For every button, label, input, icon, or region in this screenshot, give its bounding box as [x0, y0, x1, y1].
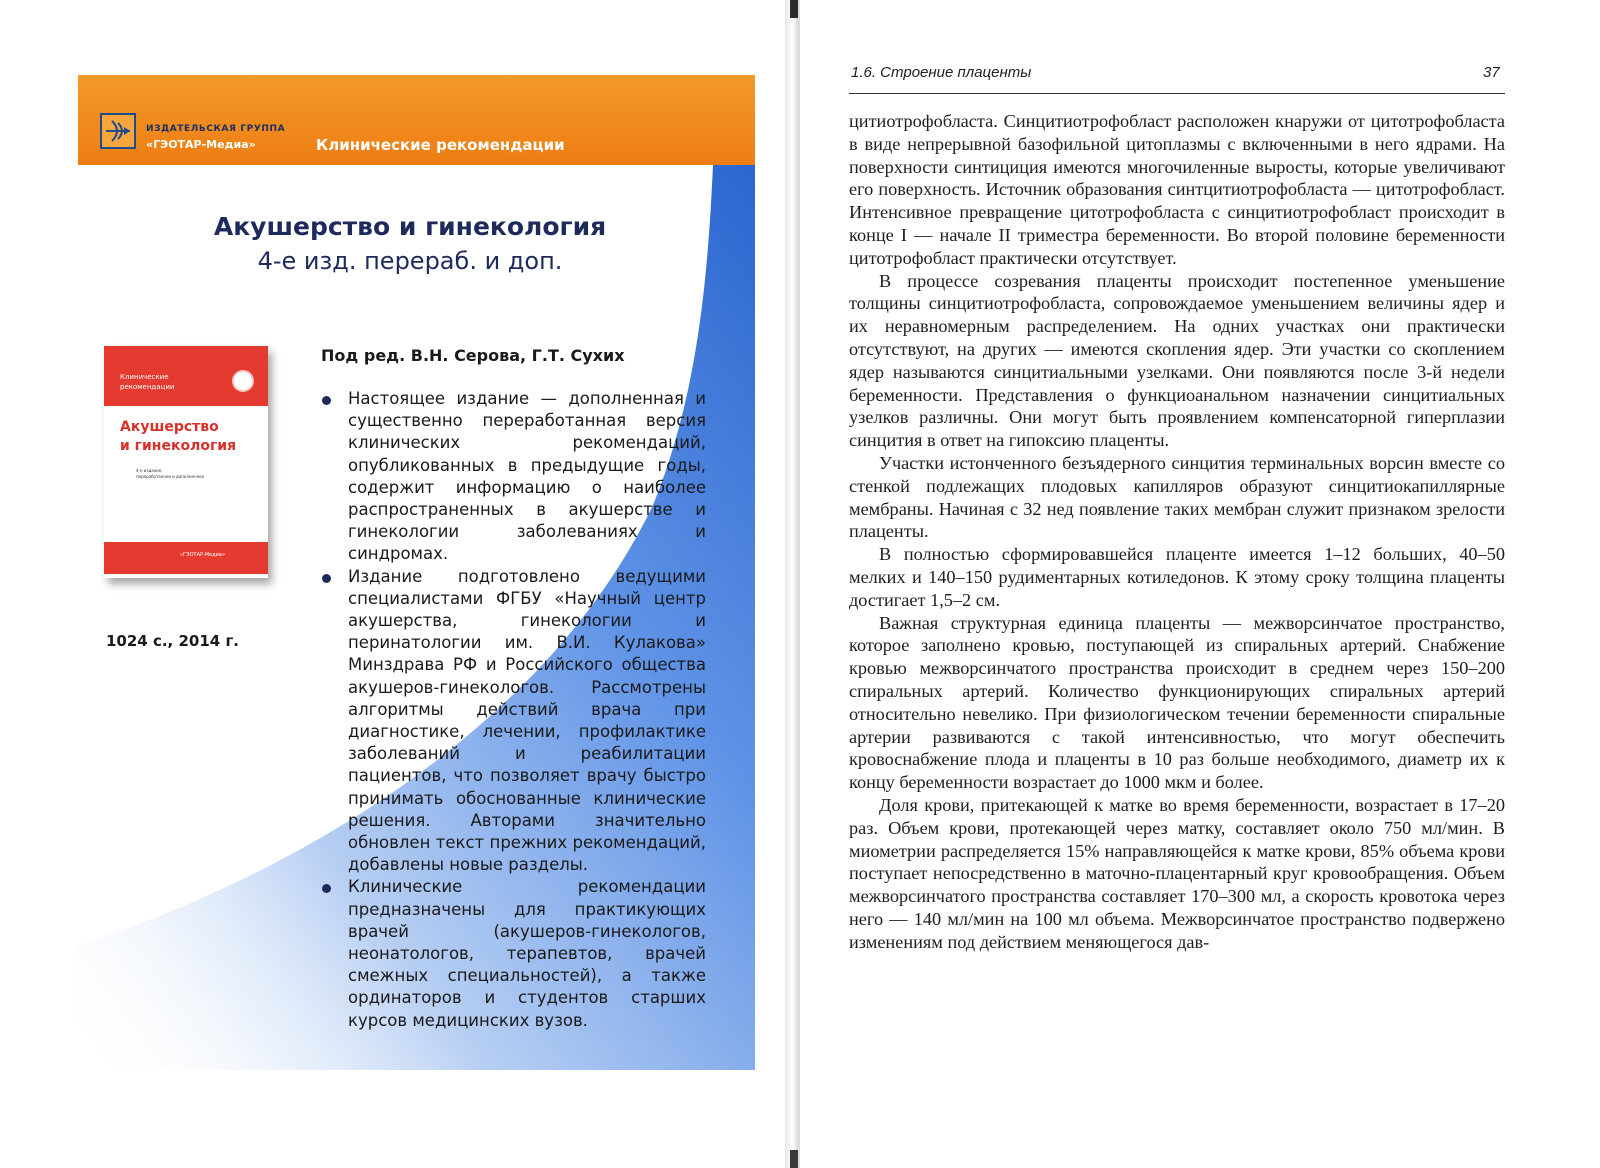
- paragraph: Участки истонченного безъядерного синцития терминальных ворсин вместе со стенкой подлежащих плодовых капилляров образуют синцитиокапиллярные мембраны. Начиная с 32 нед появление таких мембран служит признаком зрелости плаценты.: [849, 452, 1505, 542]
- gutter-edge-bottom: [790, 1150, 798, 1168]
- cover-series-line1: Клинические: [120, 373, 169, 381]
- bullet-icon: [322, 574, 331, 583]
- publisher-group-label: ИЗДАТЕЛЬСКАЯ ГРУППА: [146, 124, 286, 134]
- description-list: [316, 388, 706, 1032]
- list-item: [316, 876, 706, 1031]
- publisher-logo-icon: [100, 113, 136, 149]
- cover-title: [120, 418, 236, 456]
- cover-series: [120, 372, 174, 392]
- cover-subtitle-line2: переработанное и дополненное: [136, 474, 205, 479]
- cover-bottom-band: [104, 542, 268, 574]
- bullet-icon: [322, 396, 331, 405]
- editors-line: Под ред. В.Н. Серова, Г.Т. Сухих: [321, 346, 625, 365]
- cover-badge-icon: [232, 370, 254, 392]
- bullet-text: Издание подготовлено ведущими специалистами ФГБУ «Научный центр акушерства, гинекологии и перинатологии им. В.И. Кулакова» Минздрава РФ и Российского общества акушеров-гинекологов. Рассмотрены алгоритмы действий врача при диагностике, лечении, профилактике заболеваний и реабилитации пациентов, что позволяет врачу быстро принимать обоснованные клинические решения. Авторами значительно обновлен текст прежних рекомендаций, добавлены новые разделы.: [348, 566, 706, 875]
- cover-publisher: «ГЭОТАР-Медиа»: [180, 552, 226, 558]
- paragraph: В процессе созревания плаценты происходит постепенное уменьшение толщины синцитиотрофобласта, сопровождаемое уменьшением величины ядер и их неравномерным распределением. На одних участках они практически отсутствуют, на других — имеются скопления ядер. Эти участки со скоплением ядер называются синцитиальными узелками. Они появляются после 3-й недели беременности. Представления о функциоанальном назначении синцитиальных узелков различны. Они могут быть проявлением компенсаторной гиперплазии синцития в ответ на гипоксию плаценты.: [849, 270, 1505, 451]
- series-title: Клинические рекомендации: [316, 136, 565, 154]
- bullet-icon: [322, 884, 331, 893]
- book-cover-image: [104, 346, 268, 578]
- body-text: [849, 110, 1505, 953]
- cover-subtitle-line1: 4-е издание,: [136, 468, 163, 473]
- cover-series-line2: рекомендации: [120, 383, 175, 391]
- paragraph: цитиотрофобласта. Синцитиотрофобласт расположен кнаружи от цитотрофобласта в виде непрерывной базофильной цитоплазмы с включенными в него ядрами. На поверхности синтициция имеются многочиленные выросты, которые увеличивают его поверхность. Источник образования синтцитиотрофобласта — цитотрофобласт. Интенсивное превращение цитотрофобласта с синцитиотрофобласт происходит в конце I — начале II триместра беременности. Во второй половине беременности цитотрофобласт практически отсутствует.: [849, 111, 1505, 268]
- pages-year: 1024 с., 2014 г.: [106, 632, 239, 650]
- cover-title-line2: и гинекология: [120, 438, 237, 454]
- paragraph: Важная структурная единица плаценты — межворсинчатое пространство, которое заполнено кровью, поступающей из спиральных артерий. Снабжение кровью межворсинчатого пространства происходит в среднем через 150–200 спиральных артерий. Количество функционирующих спиральных артерий относительно невелико. При физиологическом течении беременности спиральные артерии развиваются с такой интенсивностью, что могут обеспечить кровоснабжение плода и плаценты в 10 раз больше необходимого, диаметр их к концу беременности возрастает до 1000 мкм и более.: [849, 612, 1505, 793]
- bullet-text: Клинические рекомендации предназначены для практикующих врачей (акушеров-гинекологов, неонатологов, терапевтов, врачей смежных специальностей), а также ординаторов и студентов старших курсов медицинских вузов.: [348, 877, 706, 1030]
- list-item: [316, 388, 706, 566]
- book-edition: 4-е изд. перераб. и доп.: [257, 247, 563, 275]
- gutter-edge-top: [790, 0, 798, 18]
- publisher-name: «ГЭОТАР-Медиа»: [146, 138, 256, 151]
- paragraph: Доля крови, притекающей к матке во время беременности, возрастает в 17–20 раз. Объем крови, протекающей через матку, составляет около 750 мл/мин. В миометрии распределяется 15% направляющейся к матке крови, 85% объема крови поступает непосредственно в маточно-плацентарный круг кровообращения. Объем межворсинчатого пространства составляет 170–300 мл, а скорость кровотока через него — 140 мл/мин на 100 мл объема. Межворсинчатое пространство подвержено изменениям под действием меняющегося дав-: [849, 794, 1505, 952]
- advert-page: [0, 0, 790, 1168]
- bullet-text: Настоящее издание — дополненная и существенно переработанная версия клинических рекомендаций, опубликованных в предыдущие годы, содержит информацию о наиболее распространенных в акушерстве и гинекологии заболеваниях и синдромах.: [348, 389, 706, 564]
- header-rule: [849, 93, 1505, 94]
- book-title: Акушерство и гинекология: [213, 212, 607, 241]
- list-item: [316, 566, 706, 877]
- cover-title-line1: Акушерство: [120, 419, 219, 435]
- running-head: 1.6. Строение плаценты: [851, 64, 1032, 81]
- cover-subtitle: [136, 468, 204, 480]
- page-number: 37: [1483, 64, 1500, 81]
- paragraph: В полностью сформировавшейся плаценте имеется 1–12 больших, 40–50 мелких и 140–150 рудиментарных котиледонов. К этому сроку толщина плаценты достигает 1,5–2 см.: [849, 544, 1505, 610]
